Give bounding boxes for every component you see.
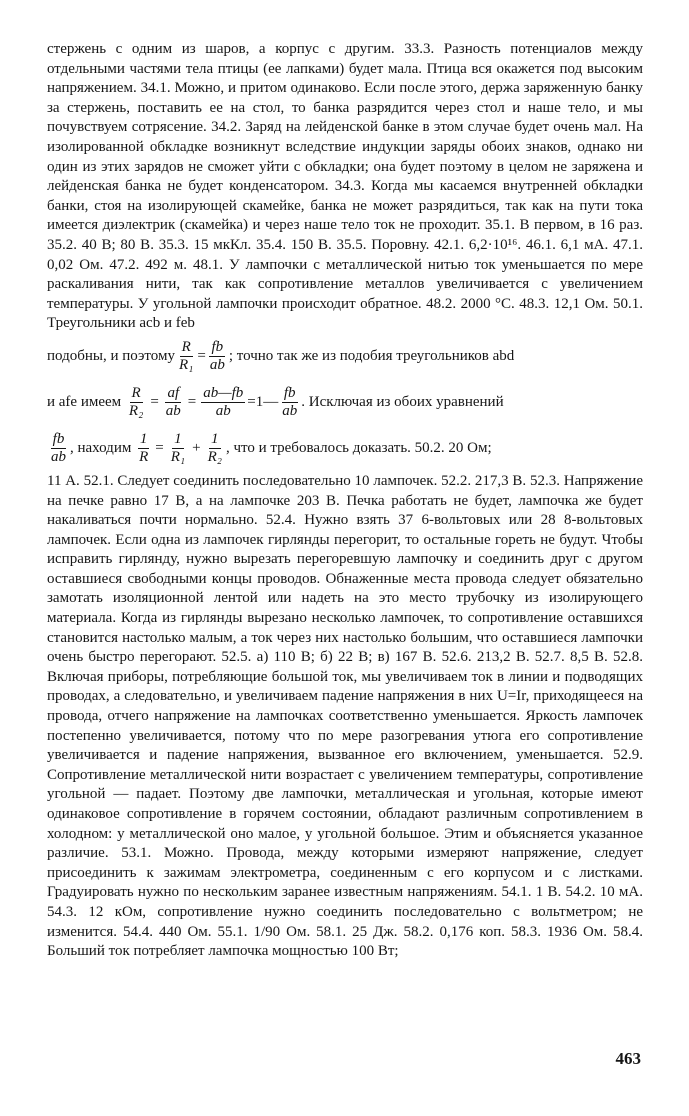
formula-text: =1— (247, 394, 279, 411)
fraction-fb-over-ab: $\frac{fb}{ab}$ (209, 339, 225, 374)
formula-line-2: и afe имеем $\frac{R}{\text{R₂}}$ = $\frac{af}{ab}$ = $\frac{ab—fb}{ab}$ =1— $\frac{fb}{ab}$ . Исключая из обоих уравнений (47, 385, 504, 420)
formula-text: , что и требовалось доказать. 50.2. 20 Ом; (225, 440, 492, 457)
page-body (47, 40, 643, 962)
formula-text: и afe имеем (47, 394, 122, 411)
answer-paragraph-1: стержень с одним из шаров, а корпус с другим. 33.3. Разность потенциалов между отдельными частями тела птицы (ее лапками) будет мала. Птица вся окажется под высоким напряжением. 34.1. Можно, и притом одинаково. Если после этого, держа заряженную банку за стержень, поставить ее на стол, то банка разрядится через стол и наше тело, и мы почувствуем сотрясение. 34.2. Заряд на лейденской банке в этом случае будет очень мал. На изолированной обкладке возникнут вследствие индукции заряды обоих знаков, однако ни один из этих зарядов не сможет уйти с обкладки; она будет поэтому в целом не заряжена и лейденская банка не будет конденсатором. 34.3. Когда мы касаемся внутренней обкладки банки, стоя на изолирующей скамейке, банка не может разрядиться, так как на пути тока имеется диэлектрик (скамейка) и через наше тело ток не проходит. 35.1. В первом, в 16 раз. 35.2. 40 В; 80 В. 35.3. 15 мкКл. 35.4. 150 В. 35.5. Поровну. 42.1. 6,2·10¹⁶. 46.1. 6,1 мА. 47.1. 0,02 Ом. 47.2. 492 м. 48.1. У лампочки с металлической нитью ток уменьшается по мере раскаливания нити, так как сопротивление металлов увеличивается с увеличением температуры. У угольной лампочки происходит обратное. 48.2. 2000 °С. 48.3. 12,1 Ом. 50.1. Треугольники acb и feb (47, 41, 643, 332)
fraction-r-over-r1: $\frac{R}{\text{R₁}}$ (178, 339, 194, 374)
fraction-ab-minus-fb-over-ab: $\frac{ab—fb}{ab}$ (203, 385, 244, 420)
formula-text: ; точно так же из подобия треугольников abd (228, 348, 515, 365)
formula-text: подобны, и поэтому (47, 348, 175, 365)
formula-text: . Исключая из обоих уравнений (301, 394, 504, 411)
formula-line-3: $\frac{fb}{ab}$ , находим $\frac{1}{R}$ = $\frac{1}{\text{R₁}}$ + $\frac{1}{\text{R₂}}$ , что и требовалось доказать. 50.2. 20 Ом; (51, 431, 492, 466)
fraction-fb-over-ab: $\frac{fb}{ab}$ (282, 385, 298, 420)
equals-sign: = (197, 348, 206, 365)
fraction-1-over-r: $\frac{1}{R}$ (139, 431, 149, 466)
fraction-af-over-ab: $\frac{af}{ab}$ (165, 385, 181, 420)
answer-paragraph-2: 11 А. 52.1. Следует соединить последовательно 10 лампочек. 52.2. 217,3 В. 52.3. Напряжение на печке равно 17 В, а на лампочке 203 В. Печка работать не будет, лампочка же будет накаливаться почти нормально. 52.4. Нужно взять 37 6-вольтовых или 28 8-вольтовых лампочек. Если одна из лампочек гирлянды перегорит, то остальные гореть не будут. Чтобы исправить гирлянду, нужно вырезать перегоревшую лампочку и соединить друг с другом оставшиеся свободными концы проводов. Обнаженные места провода следует обязательно замотать изоляционной лентой или надеть на это место трубочку из изолирующего материала. Когда из гирлянды вырезано несколько лампочек, то сопротивление оставшихся становится настолько малым, а ток через них настолько большим, что оставшиеся лампочки очень быстро перегорают. 52.5. а) 110 В; б) 22 В; в) 167 В. 52.6. 213,2 В. 52.7. 8,5 В. 52.8. Включая приборы, потребляющие большой ток, мы увеличиваем ток в линии и подводящих проводах, а следовательно, и увеличиваем падение напряжения в них U=Ir, приходящееся на провода, отчего напряжение на лампочках соответственно уменьшается. Яркость лампочек постепенно увеличивается, потому что по мере разогревания утюга его сопротивление увеличивается и падение напряжения, вызванное его включением, уменьшается. 52.9. Сопротивление металлической нити возрастает с увеличением температуры, сопротивление угольной — падает. Поэтому две лампочки, металлическая и угольная, которые имеют одинаковое сопротивление в горячем состоянии, обладают различным сопротивлением в холодном: у металлической оно малое, у угольной большое. Этим и объясняется указанное различие. 53.1. Можно. Провода, между которыми измеряют напряжение, следует присоединить к зажимам электрометра, соединенным с его корпусом и с листками. Градуировать нужно по нескольким заранее известным напряжениям. 54.1. 1 В. 54.2. 10 мА. 54.3. 12 кОм, сопротивление нужно соединить последовательно с вольтметром; не изменится. 54.4. 440 Ом. 55.1. 1/90 Ом. 58.1. 25 Дж. 58.2. 0,176 коп. 58.3. 1936 Ом. 58.4. Больший ток потребляет лампочка мощностью 100 Вт; (47, 472, 643, 960)
formula-line-1 (47, 334, 643, 380)
fraction-1-over-r2: $\frac{1}{\text{R₂}}$ (207, 431, 222, 466)
fraction-1-over-r1: $\frac{1}{\text{R₁}}$ (170, 431, 186, 466)
page-number: 463 (615, 1049, 641, 1068)
fraction-r-over-r2: $\frac{R}{\text{R₂}}$ (128, 385, 144, 420)
formula-text: , находим (70, 440, 132, 457)
fraction-fb-over-ab: $\frac{fb}{ab}$ (51, 431, 66, 466)
